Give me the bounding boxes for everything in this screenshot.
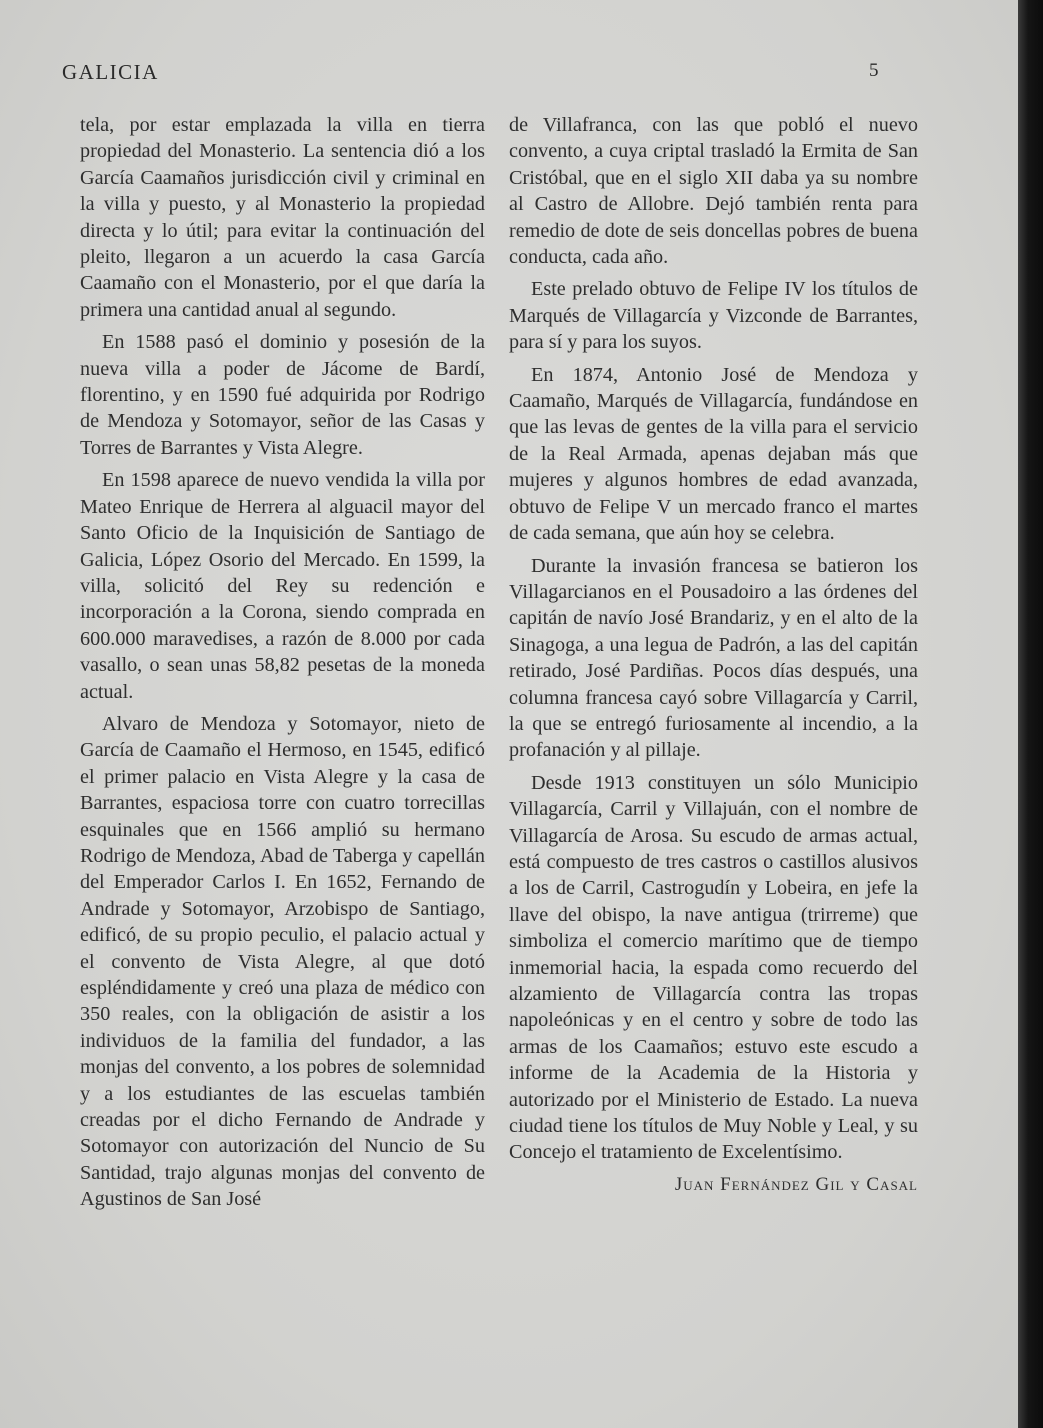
paragraph: En 1588 pasó el dominio y posesión de la nueva villa a poder de Jácome de Bardí, florentino, y en 1590 fué adquirida por Rodrigo de Mendoza y Sotomayor, señor de las Casas y Torres de Barrantes y Vista Alegre. <box>80 331 485 459</box>
author-signature: Juan Fernández Gil y Casal <box>674 1173 918 1195</box>
paragraph: Alvaro de Mendoza y Sotomayor, nieto de García de Caamaño el Hermoso, en 1545, edificó el primer palacio en Vista Alegre y la casa de Barrantes, espaciosa torre con cuatro torrecillas esquinales que en 1566 amplió su hermano Rodrigo de Mendoza, Abad de Taberga y capellán del Emperador Carlos I. En 1652, Fernando de Andrade y Sotomayor, Arzobispo de Santiago, edificó, de su propio peculio, el palacio actual y el convento de Vista Alegre, al que dotó espléndidamente y creó una plaza de médico con 350 reales, con la obligación de asistir a los individuos de la familia del fundador, a las monjas del convento, a los pobres de solemnidad y a los estudiantes de las escuelas también creadas por el dicho Fernando de Andrade y Sotomayor con autorización del Nuncio de Su Santidad, trajo algunas monjas del convento de Agustinos de San José <box>80 712 485 1211</box>
paragraph: En 1874, Antonio José de Mendoza y Caamaño, Marqués de Villagarcía, fundándose en que las levas de gentes de la villa para el servicio de la Real Armada, apenas dejaban más que mujeres y algunos hombres de edad avanzada, obtuvo de Felipe V un mercado franco el martes de cada semana, que aún hoy se celebra. <box>509 363 918 545</box>
running-title: GALICIA <box>62 60 159 84</box>
left-text-column <box>80 112 485 1219</box>
running-header <box>62 60 880 90</box>
right-text-column <box>509 112 918 1198</box>
scan-edge <box>1018 0 1043 1428</box>
page-number: 5 <box>869 60 880 81</box>
paragraph: En 1598 aparece de nuevo vendida la villa por Mateo Enrique de Herrera al alguacil mayor del Santo Oficio de la Inquisición de Santiago de Galicia, López Osorio del Mercado. En 1599, la villa, solicitó del Rey su redención e incorporación a la Corona, siendo comprada en 600.000 maravedises, a razón de 8.000 por cada vasallo, o sean unas 58,82 pesetas de la moneda actual. <box>80 469 485 703</box>
paragraph: Desde 1913 constituyen un sólo Municipio Villagarcía, Carril y Villajuán, con el nombre de Villagarcía de Arosa. Su escudo de armas actual, está compuesto de tres castros o castillos alusivos a los de Carril, Castrogudín y Lobeira, en jefe la llave del obispo, la nave antigua (trirreme) que simboliza el comercio marítimo que de tiempo inmemorial hacia, la espada como recuerdo del alzamiento de Villagarcía contra las tropas napoleónicas y en el centro y sobre de todo las armas de los Caamaños; estuvo este escudo a informe de la Academia de la Historia y autorizado por el Ministerio de Estado. La nueva ciudad tiene los títulos de Muy Noble y Leal, y su Concejo el tratamiento de Excelentísimo. <box>509 771 918 1164</box>
paragraph: Este prelado obtuvo de Felipe IV los títulos de Marqués de Villagarcía y Vizconde de Barrantes, para sí y para los suyos. <box>509 278 918 354</box>
paragraph: de Villafranca, con las que pobló el nuevo convento, a cuya criptal trasladó la Ermita de San Cristóbal, que en el siglo XII daba ya su nombre al Castro de Allobre. Dejó también renta para remedio de dote de seis doncellas pobres de buena conducta, cada año. <box>509 114 918 269</box>
paragraph: tela, por estar emplazada la villa en tierra propiedad del Monasterio. La sentencia dió a los García Caamaños jurisdicción civil y criminal en la villa y puesto, y al Monasterio la propiedad directa y lo útil; para evitar la continuación del pleito, llegaron a un acuerdo la casa García Caamaño con el Monasterio, por el que daría la primera una cantidad anual al segundo. <box>80 114 485 321</box>
paragraph: Durante la invasión francesa se batieron los Villagarcianos en el Pousadoiro a las órdenes del capitán de navío José Brandariz, y en el alto de la Sinagoga, a una legua de Padrón, a las del capitán retirado, José Pardiñas. Pocos días después, una columna francesa cayó sobre Villagarcía y Carril, la que se entregó furiosamente al incendio, a la profanación y al pillaje. <box>509 554 918 762</box>
